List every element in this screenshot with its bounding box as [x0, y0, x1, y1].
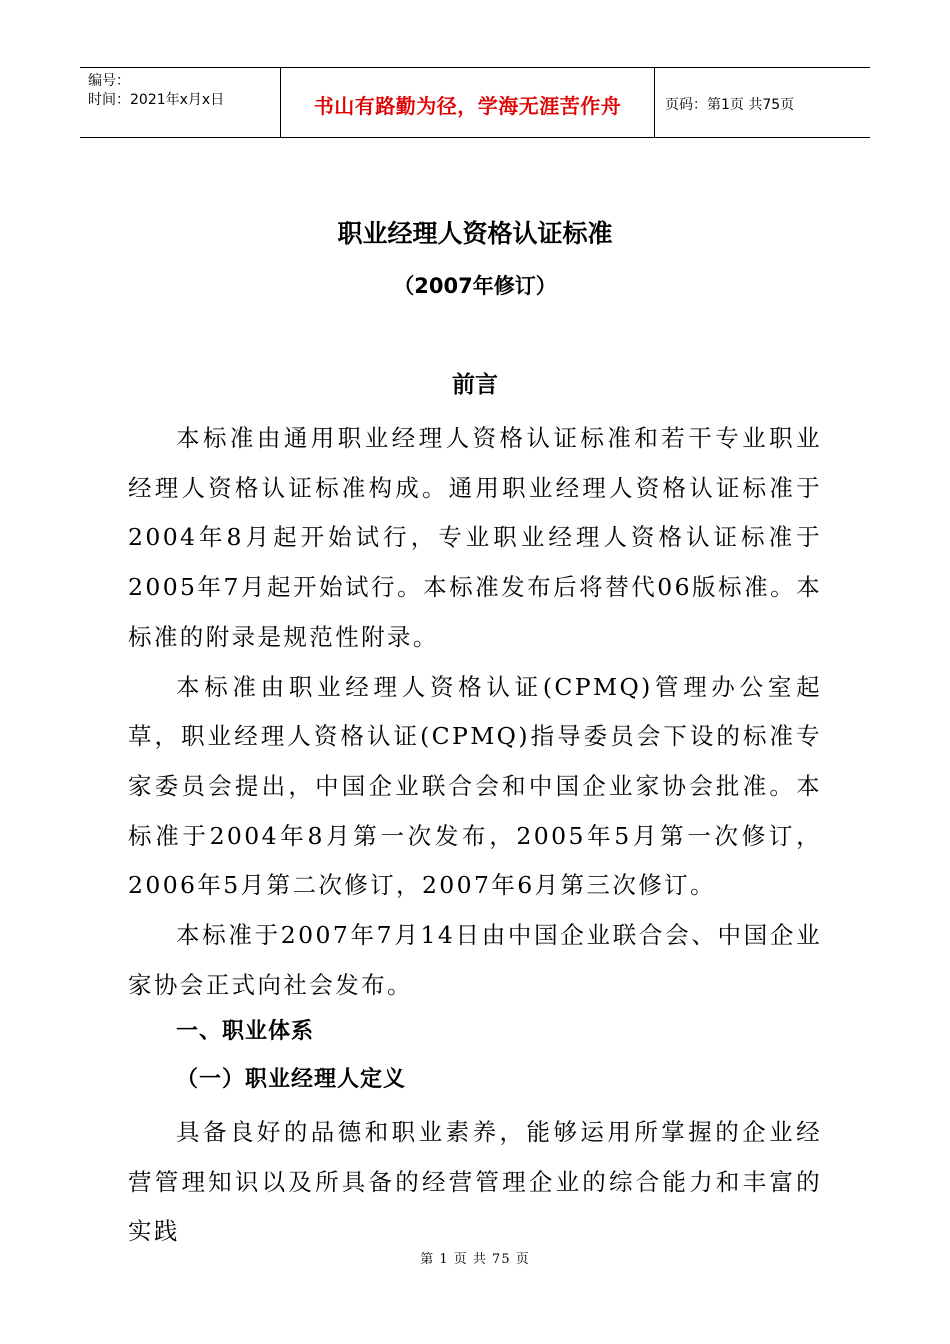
- section-paragraph: 具备良好的品德和职业素养，能够运用所掌握的企业经营管理知识以及所具备的经营管理企业的综合能力和丰富的实践: [128, 1118, 822, 1246]
- page-footer: 第 1 页 共 75 页: [420, 1252, 530, 1267]
- header-motto-cell: [281, 68, 655, 137]
- header-page-cell: [655, 68, 870, 137]
- time-label: 时间：2021年x月x日: [88, 92, 225, 108]
- subsection-heading: （一）职业经理人定义: [176, 1067, 407, 1092]
- number-label: 编号：: [88, 73, 130, 89]
- document-subtitle: （2007年修订）: [393, 274, 557, 298]
- preface-heading: 前言: [452, 372, 498, 398]
- paragraph-1: 本标准由通用职业经理人资格认证标准和若干专业职业经理人资格认证标准构成。通用职业经理人资格认证标准于2004年8月起开始试行，专业职业经理人资格认证标准于2005年7月起开始试行。本标准发布后将替代06版标准。本标准的附录是规范性附录。: [128, 424, 822, 651]
- paragraph-3: 本标准于2007年7月14日由中国企业联合会、中国企业家协会正式向社会发布。: [128, 921, 822, 999]
- motto-text: 书山有路勤为径，学海无涯苦作舟: [313, 94, 622, 118]
- paragraph-2: 本标准由职业经理人资格认证(CPMQ)管理办公室起草，职业经理人资格认证(CPMQ)指导委员会下设的标准专家委员会提出，中国企业联合会和中国企业家协会批准。本标准于2004年8月第一次发布，2005年5月第一次修订，2006年5月第二次修订，2007年6月第三次修订。: [128, 672, 822, 900]
- header-table: [80, 67, 870, 138]
- preface-body: [128, 414, 822, 1010]
- document-title: 职业经理人资格认证标准: [337, 219, 613, 248]
- section-body: [128, 1108, 822, 1257]
- section-heading: 一、职业体系: [176, 1019, 315, 1044]
- page-info: 页码：第1页 共75页: [665, 96, 795, 113]
- header-meta-cell: [80, 68, 281, 137]
